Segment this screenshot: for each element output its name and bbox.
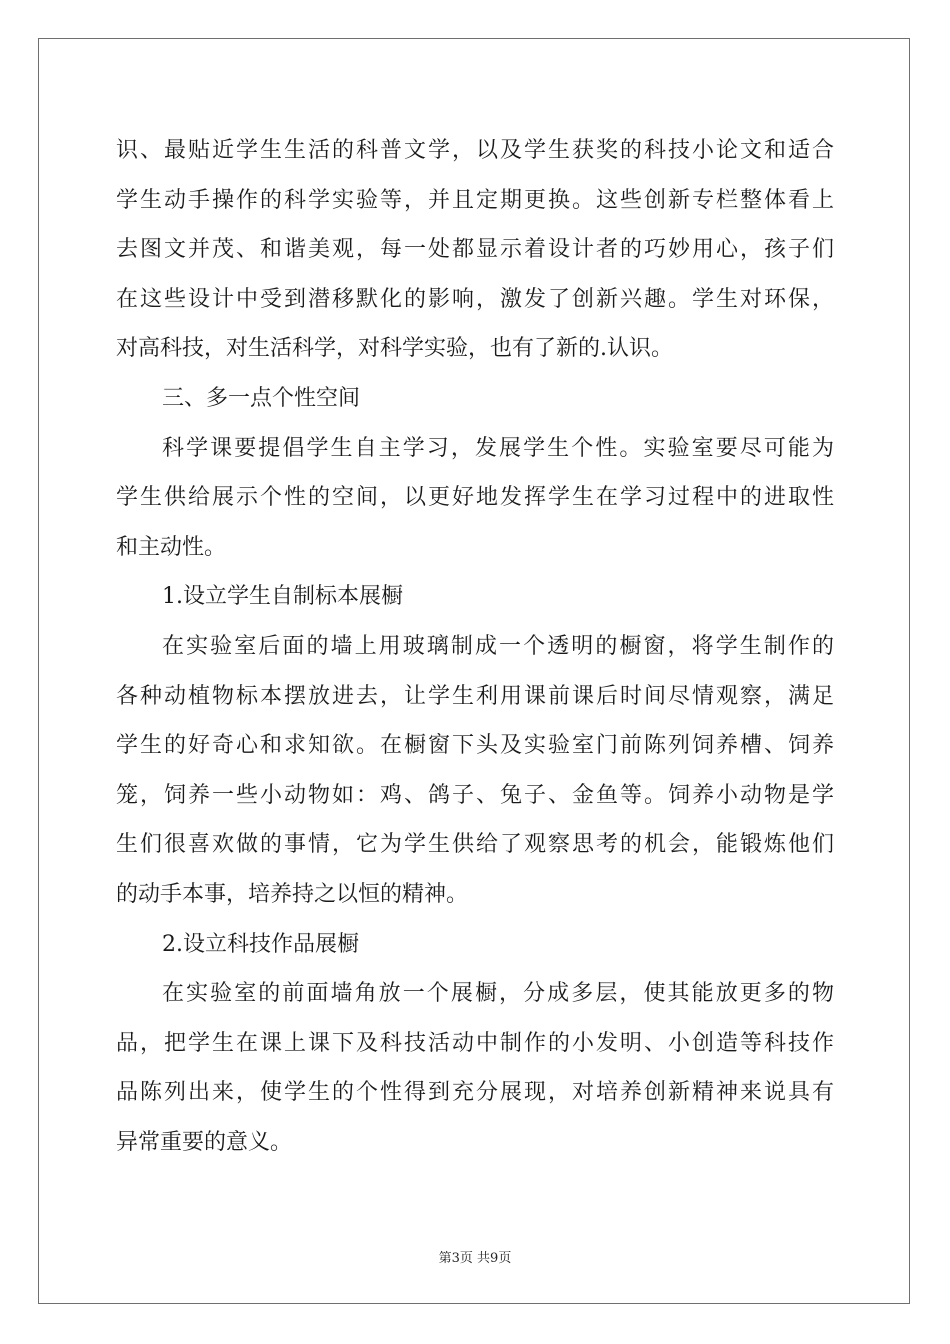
text-line: 的动手本事，培养持之以恒的精神。 [116,881,469,907]
text-line: 各种动植物标本摆放进去，让学生利用课前课后时间尽情观察，满足 [116,683,834,709]
paragraph-first-line: 在实验室后面的墙上用玻璃制成一个透明的橱窗，将学生制作的 [162,633,834,659]
text-line: 学生动手操作的科学实验等，并且定期更换。这些创新专栏整体看上 [116,187,834,213]
text-line: 品，把学生在课上课下及科技活动中制作的小发明、小创造等科技作 [116,1030,834,1056]
paragraph-first-line: 科学课要提倡学生自主学习，发展学生个性。实验室要尽可能为 [162,435,834,461]
text-line: 生们很喜欢做的事情，它为学生供给了观察思考的机会，能锻炼他们 [116,832,834,858]
subsection-heading: 1.设立学生自制标本展橱 [162,584,403,610]
paragraph-first-line: 在实验室的前面墙角放一个展橱，分成多层，使其能放更多的物 [162,981,834,1007]
subsection-heading: 2.设立科技作品展橱 [162,931,359,957]
section-heading: 三、多一点个性空间 [162,385,361,411]
text-line: 笼，饲养一些小动物如：鸡、鸽子、兔子、金鱼等。饲养小动物是学 [116,782,834,808]
text-line: 学生的好奇心和求知欲。在橱窗下头及实验室门前陈列饲养槽、饲养 [116,733,834,759]
page-number: 第3页 共9页 [438,1251,512,1266]
text-line: 对高科技，对生活科学，对科学实验，也有了新的.认识。 [116,336,673,362]
text-line: 学生供给展示个性的空间，以更好地发挥学生在学习过程中的进取性 [116,485,834,511]
text-line: 和主动性。 [116,534,227,560]
text-line: 识、最贴近学生生活的科普文学，以及学生获奖的科技小论文和适合 [116,138,834,163]
text-line: 在这些设计中受到潜移默化的影响，激发了创新兴趣。学生对环保， [116,286,834,312]
document-body [116,126,834,1167]
text-line: 异常重要的意义。 [116,1129,293,1155]
text-line: 品陈列出来，使学生的个性得到充分展现，对培养创新精神来说具有 [116,1080,834,1106]
text-line: 去图文并茂、和谐美观，每一处都显示着设计者的巧妙用心，孩子们 [116,237,834,263]
